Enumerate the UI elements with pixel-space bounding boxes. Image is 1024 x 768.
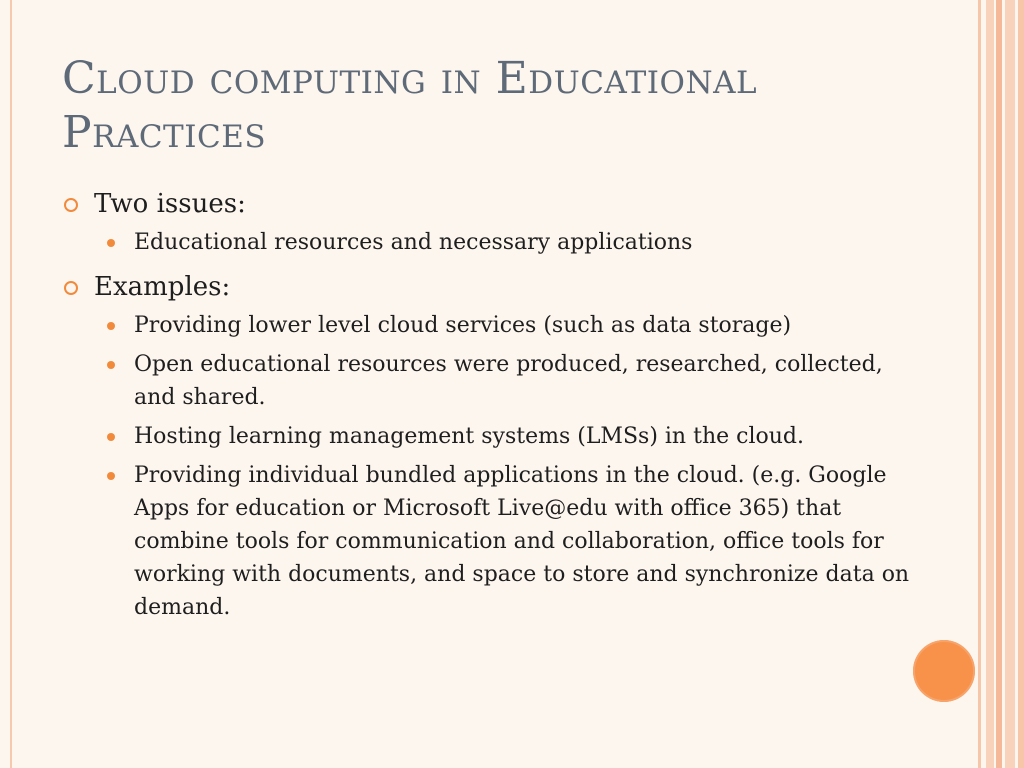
dot-bullet-icon [107, 322, 115, 330]
decorative-circle [913, 640, 975, 702]
bullet-level2 [62, 309, 912, 342]
bullet-text: Open educational resources were produced, researched, collected, and shared. [134, 352, 883, 410]
stripe [986, 0, 994, 768]
right-decorative-stripes [978, 0, 1024, 768]
slide-content [62, 186, 912, 634]
section-heading: Examples: [94, 272, 231, 302]
stripe [1018, 0, 1024, 768]
left-border-line [10, 0, 12, 768]
dot-bullet-icon [107, 361, 115, 369]
bullet-level2 [62, 348, 912, 414]
section-two-issues [62, 186, 912, 259]
bullet-level2 [62, 226, 912, 259]
stripe [978, 0, 981, 768]
bullet-level1 [62, 186, 912, 222]
dot-bullet-icon [107, 472, 115, 480]
section-heading: Two issues: [94, 189, 246, 219]
bullet-level1 [62, 269, 912, 305]
slide-title: Cloud computing in Educational Practices [62, 53, 758, 158]
hollow-circle-bullet-icon [64, 198, 78, 212]
hollow-circle-bullet-icon [64, 281, 78, 295]
stripe [996, 0, 1002, 768]
bullet-text: Educational resources and necessary applications [134, 230, 693, 255]
section-examples [62, 269, 912, 624]
bullet-text: Providing lower level cloud services (such as data storage) [134, 313, 792, 338]
bullet-text: Providing individual bundled applications in the cloud. (e.g. Google Apps for education or Microsoft Live@edu with office 365) that combine tools for communication and collaboration, office tools for working with documents, and space to store and synchronize data on demand. [134, 463, 910, 620]
bullet-level2 [62, 420, 912, 453]
stripe [1005, 0, 1015, 768]
dot-bullet-icon [107, 433, 115, 441]
bullet-text: Hosting learning management systems (LMSs) in the cloud. [134, 424, 804, 449]
bullet-level2 [62, 459, 912, 624]
dot-bullet-icon [107, 239, 115, 247]
